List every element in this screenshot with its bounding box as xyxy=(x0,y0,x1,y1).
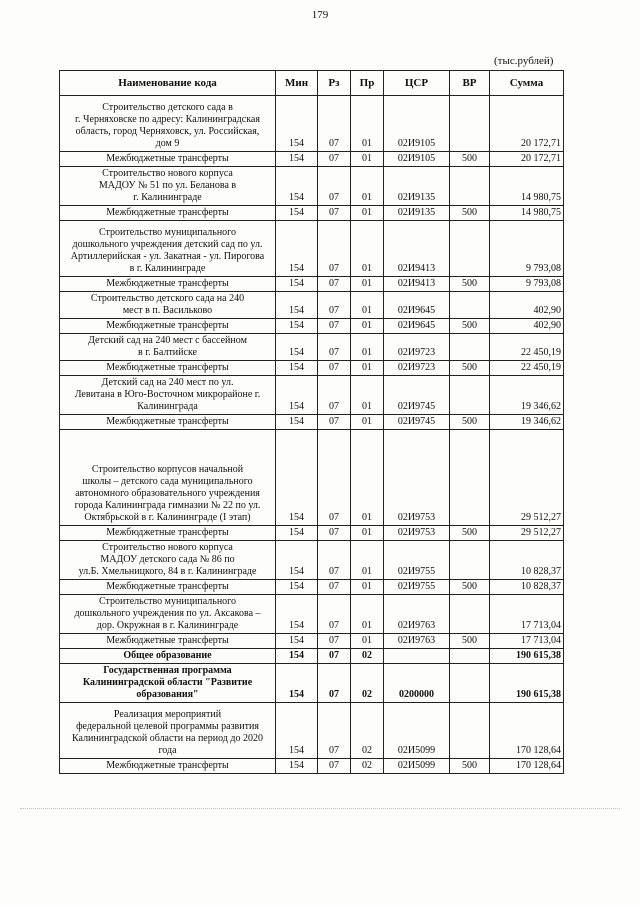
header-pr: Пр xyxy=(351,71,384,96)
cell-name: Государственная программа Калининградской области "Развитие образования" xyxy=(60,664,276,703)
cell-csr: 0200000 xyxy=(384,664,450,703)
cell-vr xyxy=(450,664,490,703)
cell-csr: 02И9135 xyxy=(384,167,450,206)
cell-name: Межбюджетные трансферты xyxy=(60,634,276,649)
table-row xyxy=(60,376,564,415)
cell-name: Межбюджетные трансферты xyxy=(60,415,276,430)
cell-rz: 07 xyxy=(318,167,351,206)
table-row xyxy=(60,292,564,319)
cell-name: Строительство нового корпуса МАДОУ детского сада № 86 по ул.Б. Хмельницкого, 84 в г. Калининграде xyxy=(60,541,276,580)
cell-rz: 07 xyxy=(318,334,351,361)
cell-csr: 02И5099 xyxy=(384,703,450,759)
cell-vr: 500 xyxy=(450,277,490,292)
cell-csr: 02И9723 xyxy=(384,361,450,376)
cell-min: 154 xyxy=(276,96,318,152)
cell-min: 154 xyxy=(276,759,318,774)
cell-sum: 17 713,04 xyxy=(490,634,564,649)
cell-pr: 01 xyxy=(351,292,384,319)
cell-pr: 01 xyxy=(351,167,384,206)
cell-pr: 01 xyxy=(351,361,384,376)
cell-rz: 07 xyxy=(318,96,351,152)
cell-min: 154 xyxy=(276,430,318,526)
cell-min: 154 xyxy=(276,334,318,361)
cell-csr: 02И9105 xyxy=(384,152,450,167)
cell-rz: 07 xyxy=(318,292,351,319)
cell-csr: 02И9413 xyxy=(384,221,450,277)
cell-name: Строительство детского сада в г. Черняховске по адресу: Калининградская область, город Черняховск, ул. Российская, дом 9 xyxy=(60,96,276,152)
cell-name: Детский сад на 240 мест по ул. Левитана в Юго-Восточном микрорайоне г. Калининграда xyxy=(60,376,276,415)
cell-csr: 02И9755 xyxy=(384,541,450,580)
cell-sum: 9 793,08 xyxy=(490,221,564,277)
cell-vr xyxy=(450,541,490,580)
cell-vr xyxy=(450,595,490,634)
cell-min: 154 xyxy=(276,541,318,580)
header-csr: ЦСР xyxy=(384,71,450,96)
cell-sum: 9 793,08 xyxy=(490,277,564,292)
cell-csr xyxy=(384,649,450,664)
cell-csr: 02И9763 xyxy=(384,595,450,634)
cell-sum: 22 450,19 xyxy=(490,334,564,361)
cell-min: 154 xyxy=(276,277,318,292)
cell-sum: 10 828,37 xyxy=(490,580,564,595)
units-note: (тыс.рублей) xyxy=(494,55,554,67)
cell-sum: 19 346,62 xyxy=(490,376,564,415)
cell-sum: 17 713,04 xyxy=(490,595,564,634)
cell-pr: 01 xyxy=(351,376,384,415)
table-row xyxy=(60,361,564,376)
cell-csr: 02И9105 xyxy=(384,96,450,152)
cell-min: 154 xyxy=(276,634,318,649)
page-bottom-rule xyxy=(20,808,620,809)
cell-rz: 07 xyxy=(318,361,351,376)
cell-pr: 02 xyxy=(351,649,384,664)
cell-rz: 07 xyxy=(318,206,351,221)
cell-min: 154 xyxy=(276,221,318,277)
cell-csr: 02И9723 xyxy=(384,334,450,361)
page-number: 179 xyxy=(311,9,329,21)
cell-pr: 02 xyxy=(351,664,384,703)
header-name: Наименование кода xyxy=(60,71,276,96)
cell-vr xyxy=(450,221,490,277)
cell-sum: 19 346,62 xyxy=(490,415,564,430)
cell-pr: 02 xyxy=(351,759,384,774)
cell-csr: 02И9745 xyxy=(384,415,450,430)
cell-name: Детский сад на 240 мест с бассейном в г. Балтийске xyxy=(60,334,276,361)
cell-name: Межбюджетные трансферты xyxy=(60,206,276,221)
cell-vr xyxy=(450,334,490,361)
cell-min: 154 xyxy=(276,319,318,334)
table-row xyxy=(60,759,564,774)
cell-vr: 500 xyxy=(450,415,490,430)
cell-name: Межбюджетные трансферты xyxy=(60,361,276,376)
cell-sum: 14 980,75 xyxy=(490,206,564,221)
cell-min: 154 xyxy=(276,649,318,664)
cell-name: Строительство муниципального дошкольного учреждения детский сад по ул. Артиллерийская - ул. Закатная - ул. Пирогова в г. Калининграде xyxy=(60,221,276,277)
header-min: Мин xyxy=(276,71,318,96)
cell-vr: 500 xyxy=(450,152,490,167)
cell-min: 154 xyxy=(276,292,318,319)
cell-min: 154 xyxy=(276,167,318,206)
cell-vr: 500 xyxy=(450,319,490,334)
header-rz: Рз xyxy=(318,71,351,96)
table-row xyxy=(60,580,564,595)
cell-name: Межбюджетные трансферты xyxy=(60,580,276,595)
cell-vr: 500 xyxy=(450,361,490,376)
table-row xyxy=(60,334,564,361)
cell-sum: 402,90 xyxy=(490,292,564,319)
header-vr: ВР xyxy=(450,71,490,96)
cell-csr: 02И9745 xyxy=(384,376,450,415)
cell-min: 154 xyxy=(276,580,318,595)
cell-pr: 01 xyxy=(351,595,384,634)
cell-rz: 07 xyxy=(318,664,351,703)
cell-pr: 01 xyxy=(351,152,384,167)
cell-name: Межбюджетные трансферты xyxy=(60,152,276,167)
cell-name: Межбюджетные трансферты xyxy=(60,526,276,541)
cell-pr: 01 xyxy=(351,221,384,277)
cell-vr: 500 xyxy=(450,634,490,649)
cell-rz: 07 xyxy=(318,152,351,167)
table-row xyxy=(60,430,564,526)
cell-min: 154 xyxy=(276,361,318,376)
table-row xyxy=(60,152,564,167)
cell-vr xyxy=(450,167,490,206)
table-row xyxy=(60,595,564,634)
cell-rz: 07 xyxy=(318,277,351,292)
cell-name: Межбюджетные трансферты xyxy=(60,759,276,774)
budget-table xyxy=(59,70,564,774)
table-row xyxy=(60,541,564,580)
cell-sum: 14 980,75 xyxy=(490,167,564,206)
cell-csr: 02И5099 xyxy=(384,759,450,774)
cell-rz: 07 xyxy=(318,759,351,774)
cell-name: Строительство корпусов начальной школы – детского сада муниципального автономного образовательного учреждения города Калининграда гимназии № 22 по ул. Октябрьской в г. Калининграде (I этап) xyxy=(60,430,276,526)
table-row xyxy=(60,167,564,206)
cell-csr: 02И9645 xyxy=(384,292,450,319)
cell-name: Строительство детского сада на 240 мест в п. Васильково xyxy=(60,292,276,319)
cell-min: 154 xyxy=(276,206,318,221)
cell-min: 154 xyxy=(276,152,318,167)
cell-name: Строительство нового корпуса МАДОУ № 51 по ул. Беланова в г. Калининграде xyxy=(60,167,276,206)
cell-pr: 01 xyxy=(351,526,384,541)
table-row xyxy=(60,221,564,277)
cell-csr: 02И9413 xyxy=(384,277,450,292)
cell-csr: 02И9135 xyxy=(384,206,450,221)
cell-name: Общее образование xyxy=(60,649,276,664)
cell-rz: 07 xyxy=(318,319,351,334)
cell-vr xyxy=(450,430,490,526)
cell-sum: 20 172,71 xyxy=(490,152,564,167)
cell-pr: 01 xyxy=(351,634,384,649)
cell-rz: 07 xyxy=(318,221,351,277)
cell-vr xyxy=(450,703,490,759)
table-row xyxy=(60,415,564,430)
cell-pr: 01 xyxy=(351,319,384,334)
cell-vr xyxy=(450,649,490,664)
cell-min: 154 xyxy=(276,595,318,634)
cell-pr: 01 xyxy=(351,277,384,292)
table-row xyxy=(60,664,564,703)
cell-vr: 500 xyxy=(450,580,490,595)
table-row xyxy=(60,526,564,541)
cell-csr: 02И9753 xyxy=(384,526,450,541)
cell-name: Межбюджетные трансферты xyxy=(60,277,276,292)
header-sum: Сумма xyxy=(490,71,564,96)
cell-rz: 07 xyxy=(318,634,351,649)
cell-pr: 02 xyxy=(351,703,384,759)
cell-sum: 170 128,64 xyxy=(490,759,564,774)
cell-vr: 500 xyxy=(450,759,490,774)
cell-sum: 20 172,71 xyxy=(490,96,564,152)
cell-min: 154 xyxy=(276,376,318,415)
cell-pr: 01 xyxy=(351,415,384,430)
cell-rz: 07 xyxy=(318,526,351,541)
cell-csr: 02И9763 xyxy=(384,634,450,649)
table-header-row xyxy=(60,71,564,96)
cell-sum: 29 512,27 xyxy=(490,526,564,541)
cell-sum: 10 828,37 xyxy=(490,541,564,580)
table-row xyxy=(60,703,564,759)
cell-rz: 07 xyxy=(318,580,351,595)
cell-vr xyxy=(450,292,490,319)
cell-pr: 01 xyxy=(351,541,384,580)
cell-vr: 500 xyxy=(450,526,490,541)
cell-rz: 07 xyxy=(318,415,351,430)
table-row xyxy=(60,96,564,152)
cell-sum: 190 615,38 xyxy=(490,649,564,664)
cell-csr: 02И9753 xyxy=(384,430,450,526)
cell-csr: 02И9755 xyxy=(384,580,450,595)
cell-pr: 01 xyxy=(351,334,384,361)
cell-vr xyxy=(450,96,490,152)
cell-rz: 07 xyxy=(318,649,351,664)
cell-sum: 402,90 xyxy=(490,319,564,334)
cell-sum: 22 450,19 xyxy=(490,361,564,376)
cell-min: 154 xyxy=(276,526,318,541)
table-row xyxy=(60,634,564,649)
cell-name: Строительство муниципального дошкольного учреждения по ул. Аксакова – дор. Окружная в г. Калининграде xyxy=(60,595,276,634)
cell-min: 154 xyxy=(276,703,318,759)
cell-rz: 07 xyxy=(318,376,351,415)
cell-pr: 01 xyxy=(351,430,384,526)
cell-min: 154 xyxy=(276,664,318,703)
cell-sum: 29 512,27 xyxy=(490,430,564,526)
cell-pr: 01 xyxy=(351,580,384,595)
cell-pr: 01 xyxy=(351,206,384,221)
cell-csr: 02И9645 xyxy=(384,319,450,334)
cell-vr: 500 xyxy=(450,206,490,221)
cell-sum: 170 128,64 xyxy=(490,703,564,759)
cell-sum: 190 615,38 xyxy=(490,664,564,703)
cell-rz: 07 xyxy=(318,595,351,634)
table-row xyxy=(60,319,564,334)
table-row xyxy=(60,649,564,664)
cell-name: Межбюджетные трансферты xyxy=(60,319,276,334)
cell-rz: 07 xyxy=(318,703,351,759)
table-row xyxy=(60,277,564,292)
cell-pr: 01 xyxy=(351,96,384,152)
cell-vr xyxy=(450,376,490,415)
cell-name: Реализация мероприятий федеральной целевой программы развития Калининградской области на период до 2020 года xyxy=(60,703,276,759)
cell-rz: 07 xyxy=(318,541,351,580)
table-row xyxy=(60,206,564,221)
cell-min: 154 xyxy=(276,415,318,430)
cell-rz: 07 xyxy=(318,430,351,526)
